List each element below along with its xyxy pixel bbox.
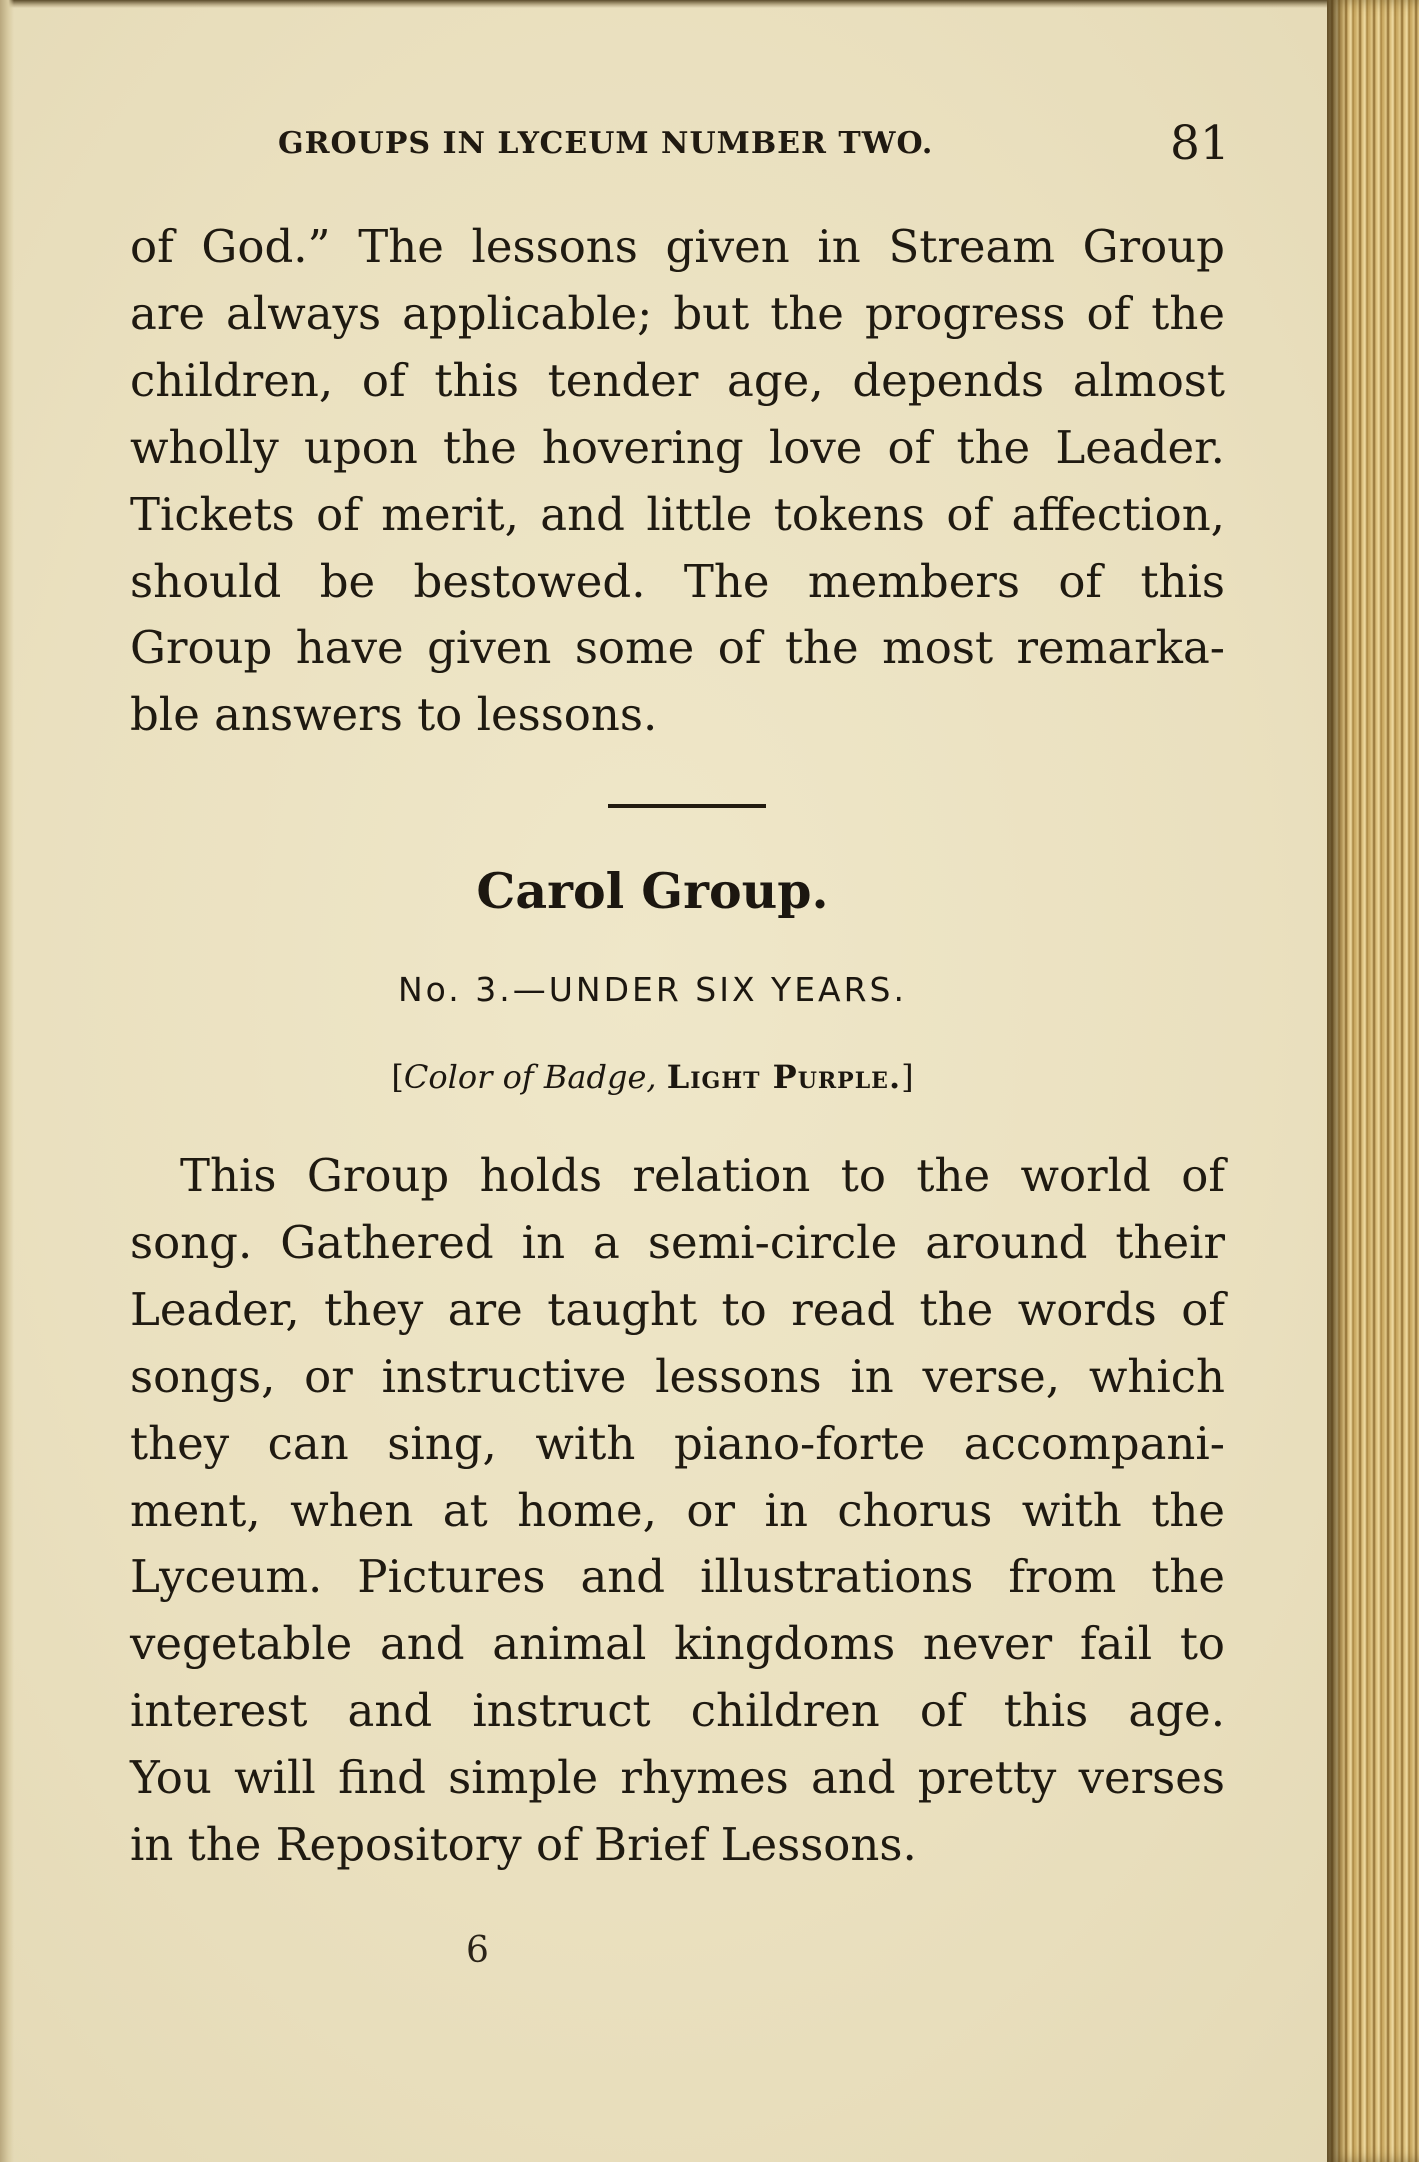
text-line: are always applicable; but the progress of the [130,286,1225,340]
paragraph-continued [130,214,1225,749]
text-line: wholly upon the hovering love of the Leader. [130,420,1225,474]
text-line: vegetable and animal kingdoms never fail to [130,1617,1225,1671]
text-line: Group have given some of the most remarka- [130,621,1225,675]
badge-bracket-close: ] [901,1058,914,1096]
text-line: Lyceum. Pictures and illustrations from the [130,1550,1225,1604]
text-line: of God.” The lessons given in Stream Group [130,220,1225,273]
text-line: song. Gathered in a semi-circle around their [130,1215,1225,1269]
badge-bracket-open: [ [391,1058,404,1096]
text-line: This Group holds relation to the world of [180,1149,1225,1202]
section-title: Carol Group. [476,862,829,920]
section-subtitle: No. 3.—UNDER SIX YEARS. [397,970,907,1009]
page-header [278,116,1228,176]
page-top-shadow [0,0,1419,8]
text-line: songs, or instructive lessons in verse, which [130,1349,1225,1403]
text-line: in the Repository of Brief Lessons. [130,1818,917,1872]
text-line: ble answers to lessons. [130,688,658,742]
running-head: GROUPS IN LYCEUM NUMBER TWO. [278,126,934,161]
badge-color-value: Light Purple. [666,1058,902,1096]
section-divider [608,804,766,808]
text-line: Leader, they are taught to read the words of [130,1282,1225,1336]
text-line: You will find simple rhymes and pretty verses [130,1751,1225,1805]
page-number: 81 [1170,116,1230,171]
paragraph-carol-group [130,1143,1225,1879]
text-line: Tickets of merit, and little tokens of affection, [130,487,1225,541]
text-line: children, of this tender age, depends almost [130,353,1225,407]
signature-mark: 6 [466,1930,489,1971]
badge-label: Color of Badge, [403,1058,657,1096]
text-line: they can sing, with piano-forte accompani- [130,1416,1225,1470]
text-line: should be bestowed. The members of this [130,554,1225,608]
badge-note [0,1058,1305,1096]
book-fore-edge [1327,0,1419,2162]
text-line: interest and instruct children of this age. [130,1684,1225,1738]
text-line: ment, when at home, or in chorus with the [130,1483,1225,1537]
